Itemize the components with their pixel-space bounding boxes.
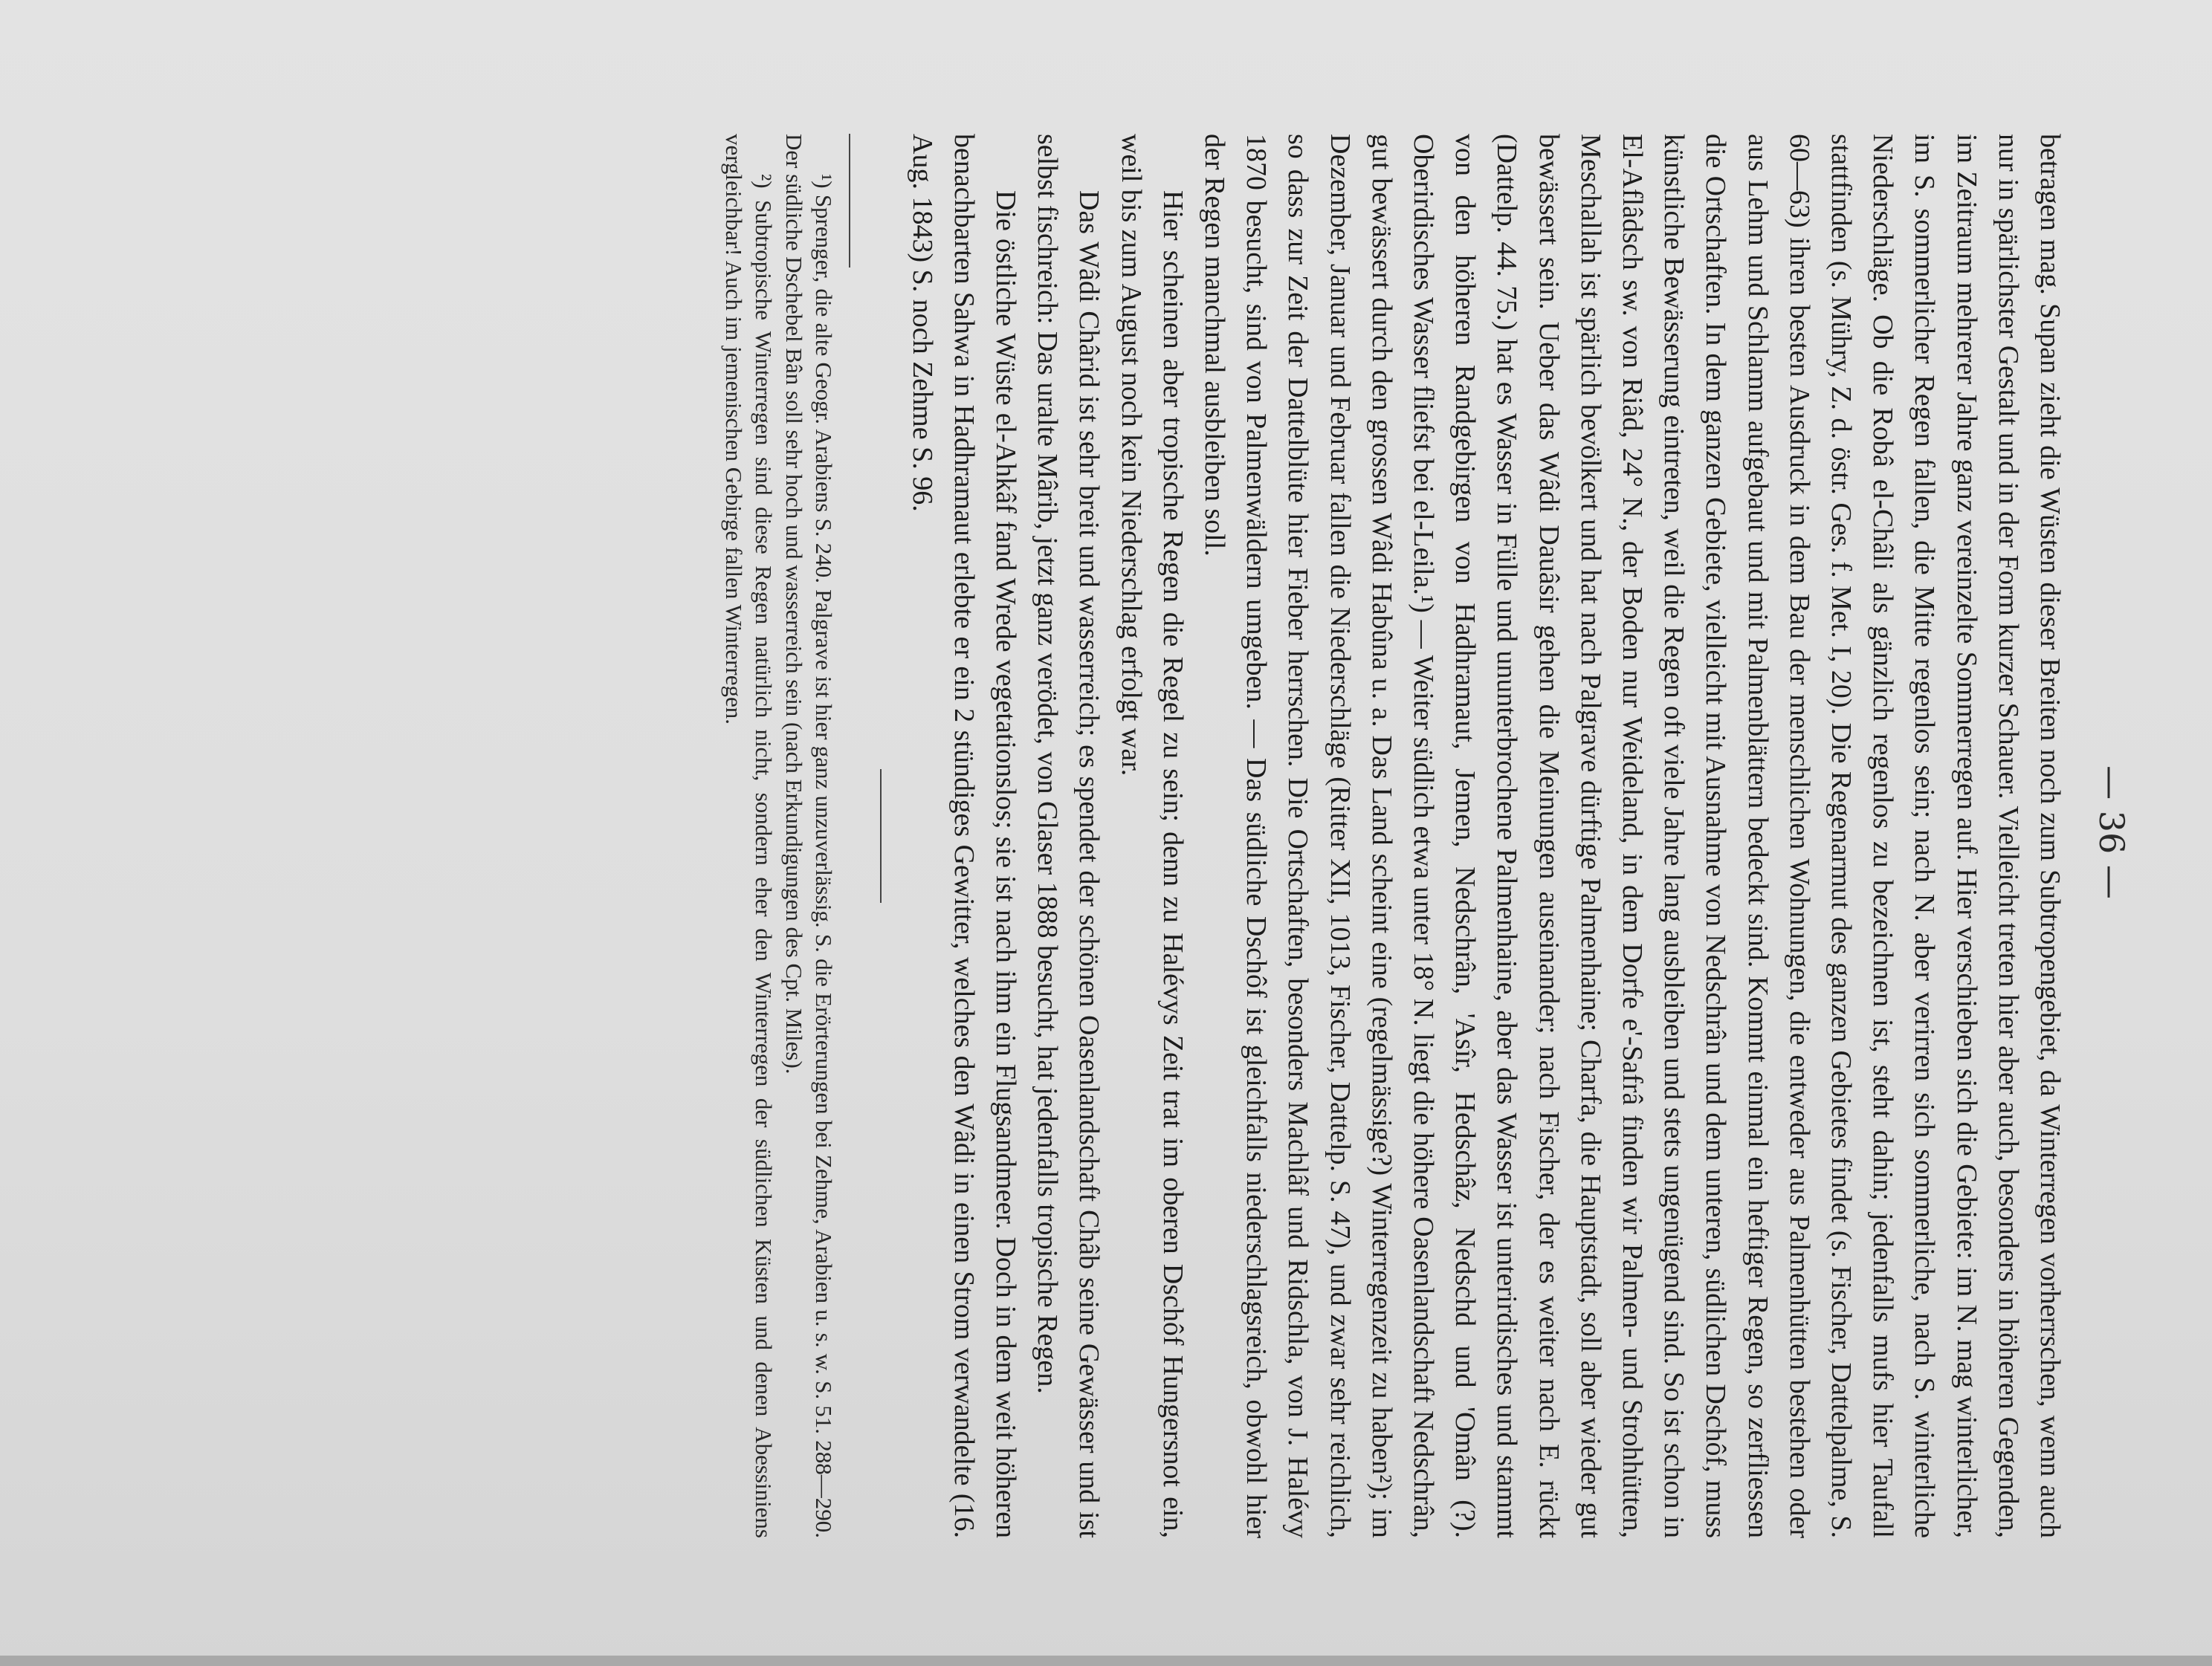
footnote-2: ²) Subtropische Winterregen sind diese Regen natürlich nicht, sondern eher den Winterregen der südlichen Küsten und denen Abessiniens vergleichbar! Auch im jemenischen Gebirge fallen Winterregen. [720, 134, 777, 1538]
body-paragraph-2: Hier scheinen aber tropische Regen die Regel zu sein; denn zu Halévys Zeit trat im oberen Dschôf Hungersnot ein, weil bis zum August noch kein Niederschlag erfolgt war. [1115, 134, 1189, 1538]
section-divider [880, 769, 882, 903]
page-number: — 36 — [2092, 765, 2132, 899]
body-paragraph-4: Die östliche Wüste el-Ahkâf fand Wrede vegetationslos; sie ist nach ihm ein Flugsandmeer. Doch in dem weit höheren benachbarten Sahwa in Hadhramaut erlebte er ein 2 stündiges Gewitter, welches den Wâdi in einen Strom verwandelte (16. Aug. 1843) S. noch Zehme S. 96. [906, 134, 1021, 1538]
body-paragraph-1: betragen mag. Supan zieht die Wüsten dieser Breiten noch zum Subtropengebiet, da Winterregen vorherrschen, wenn auch nur in spärlichster Gestalt und in der Form kurzer Schauer. Vielleicht treten hier aber auch, besonders in höheren Gegenden, im Zeitraum mehrerer Jahre ganz vereinzelte Sommerregen auf. Hier verschieben sich die Gebiete: im N. mag winterlicher, im S. sommerlicher Regen fallen, die Mitte regenlos sein; nach N. aber verirren sich sommerliche, nach S. winterliche Niederschläge. Ob die Robâ el-Châli als gänzlich regenlos zu bezeichnen ist, steht dahin; jedenfalls mufs hier Taufall stattfinden (s. Mühry, Z. d. östr. Ges. f. Met. I, 20). Die Regenarmut des ganzen Gebietes findet (s. Fischer, Dattelpalme, S. 60—63) ihren besten Ausdruck in dem Bau der menschlichen Wohnungen, die entweder aus Palmenhütten bestehen oder aus Lehm und Schlamm aufgebaut und mit Palmenblättern bedeckt sind. Kommt einmal ein heftiger Regen, so zerfliessen die Ortschaften. In dem ganzen Gebiete, vielleicht mit Ausnahme von Nedschrân und dem unteren, südlichen Dschôf, muss künstliche Bewässerung eintreten, weil die Regen oft viele Jahre lang ausbleiben und stets ungenügend sind. So ist schon in El-Aflâdsch sw. von Riâd, 24° N., der Boden nur Weideland, in dem Dorfe e'-Safrâ finden wir Palmen- und Strohhütten, Meschallah ist spärlich bevölkert und hat nach Palgrave dürftige Palmenhaine; Charfa, die Hauptstadt, soll aber wieder gut bewässert sein. Ueber das Wâdi Dauâsir gehen die Meinungen auseinander; nach Fischer, der es weiter nach E. rückt (Dattelp. 44. 75.) hat es Wasser in Fülle und ununterbrochene Palmenhaine, aber das Wasser ist unterirdisches und stammt von den höheren Randgebirgen von Hadhramaut, Jemen, Nedschrân, 'Asîr, Hedschâz, Nedschd und 'Omân (?). Oberirdisches Wasser fliefst bei el-Leila.¹) — Weiter südlich etwa unter 18° N. liegt die höhere Oasenlandschaft Nedschrân, gut bewässert durch den grossen Wâdi Habûna u. a. Das Land scheint eine (regelmässige?) Winterregenzeit zu haben²); im Dezember, Januar und Februar fallen die Niederschläge (Ritter XII, 1013, Fischer, Dattelp. S. 47), und zwar sehr reichlich, so dass zur Zeit der Dattelblüte hier Fieber herrschen. Die Ortschaften, besonders Machlâf und Ridschla, von J. Halévy 1870 besucht, sind von Palmenwäldern umgeben. — Das südliche Dschôf ist gleichfalls niederschlagsreich, obwohl hier der Regen manchmal ausbleiben soll. [1198, 134, 2066, 1538]
footnote-1: ¹) Sprenger, die alte Geogr. Arabiens S. 240. Palgrave ist hier ganz unzuverlässig. S. die Erörterungen bei Zehme, Arabien u. s. w. S. 51. 288—290. Der südliche Dschebel Bân soll sehr hoch und wasserreich sein (nach Erkundigungen des Cpt. Miles). [780, 134, 838, 1538]
body-paragraph-3: Das Wâdi Chârid ist sehr breit und wasserreich; es spendet der schönen Oasenlandschaft Châb seine Gewässer und ist selbst fischreich: Das uralte Mârib, jetzt ganz verödet, von Glaser 1888 besucht, hat jedenfalls tropische Regen. [1032, 134, 1105, 1538]
text-column [718, 134, 2071, 1538]
footnote-divider [849, 134, 850, 268]
